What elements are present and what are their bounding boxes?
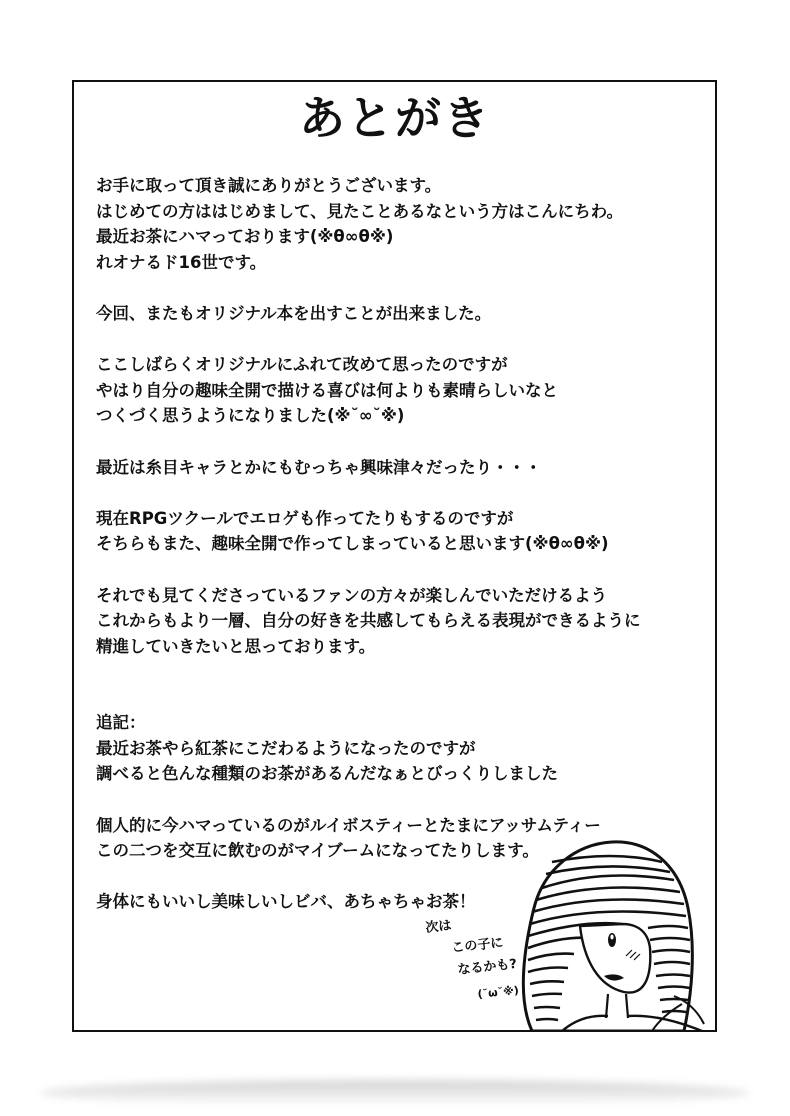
caption-line: 次は bbox=[424, 918, 453, 936]
caption-line: (˘ω˘※) bbox=[476, 983, 520, 1001]
text-line: 最近は糸目キャラとかにもむっちゃ興味津々だったり・・・ bbox=[96, 457, 542, 477]
text-line: 個人的に今ハマっているのがルイボスティーとたまにアッサムティー bbox=[96, 815, 601, 835]
caption-line: この子に bbox=[450, 935, 505, 956]
text-line: 現在RPGツクールでエロゲも作ってたりもするのですが bbox=[96, 508, 514, 528]
text-line: はじめての方ははじめまして、見たことあるなという方はこんにちわ。 bbox=[96, 201, 624, 221]
text-line: ここしばらくオリジナルにふれて改めて思ったのですが bbox=[96, 355, 508, 375]
page-shadow bbox=[40, 1080, 750, 1106]
text-line: 身体にもいいし美味しいしビバ、あちゃちゃお茶！ bbox=[96, 892, 476, 912]
paragraph-original bbox=[96, 352, 706, 429]
paragraph-characters bbox=[96, 455, 706, 481]
text-line: れオナるド16世です。 bbox=[96, 252, 267, 272]
paragraph-greeting bbox=[96, 173, 706, 275]
text-line: 調べると色んな種類のお茶があるんだなぁとびっくりしました bbox=[96, 764, 558, 784]
character-drawing bbox=[412, 828, 715, 1031]
text-line: 最近お茶やら紅茶にこだわるようになったのですが bbox=[96, 738, 476, 758]
caption-line: なるかも? bbox=[456, 956, 518, 978]
text-line: これからもより一層、自分の好きを共感してもらえる表現ができるように bbox=[96, 611, 641, 631]
afterword-body bbox=[96, 173, 706, 941]
text-line: 今回、またもオリジナル本を出すことが出来ました。 bbox=[96, 303, 492, 323]
text-line: お手に取って頂き誠にありがとうございます。 bbox=[96, 176, 442, 195]
text-line: この二つを交互に飲むのがマイブームになってたりします。 bbox=[96, 841, 539, 861]
paragraph-postscript bbox=[96, 710, 706, 787]
handwritten-caption bbox=[425, 917, 520, 1001]
text-line: つくづく思うようになりました(※˘∞˘※) bbox=[96, 406, 405, 426]
paragraph-rpg bbox=[96, 506, 706, 557]
text-line: 追記： bbox=[96, 713, 146, 733]
paragraph-fans bbox=[96, 583, 706, 660]
page-title: あとがき bbox=[299, 91, 491, 145]
text-line: そちらもまた、趣味全開で作ってしまっていると思います(※θ∞θ※) bbox=[96, 534, 609, 554]
text-line: 精進していきたいと思っております。 bbox=[96, 636, 376, 656]
paragraph-release bbox=[96, 301, 706, 327]
text-line: 最近お茶にハマっております(※θ∞θ※) bbox=[96, 227, 394, 247]
character-illustration bbox=[412, 828, 715, 1031]
text-line: やはり自分の趣味全開で描ける喜びは何よりも素晴らしいなと bbox=[96, 380, 558, 400]
text-line: それでも見てくださっているファンの方々が楽しんでいただけるよう bbox=[96, 585, 608, 605]
